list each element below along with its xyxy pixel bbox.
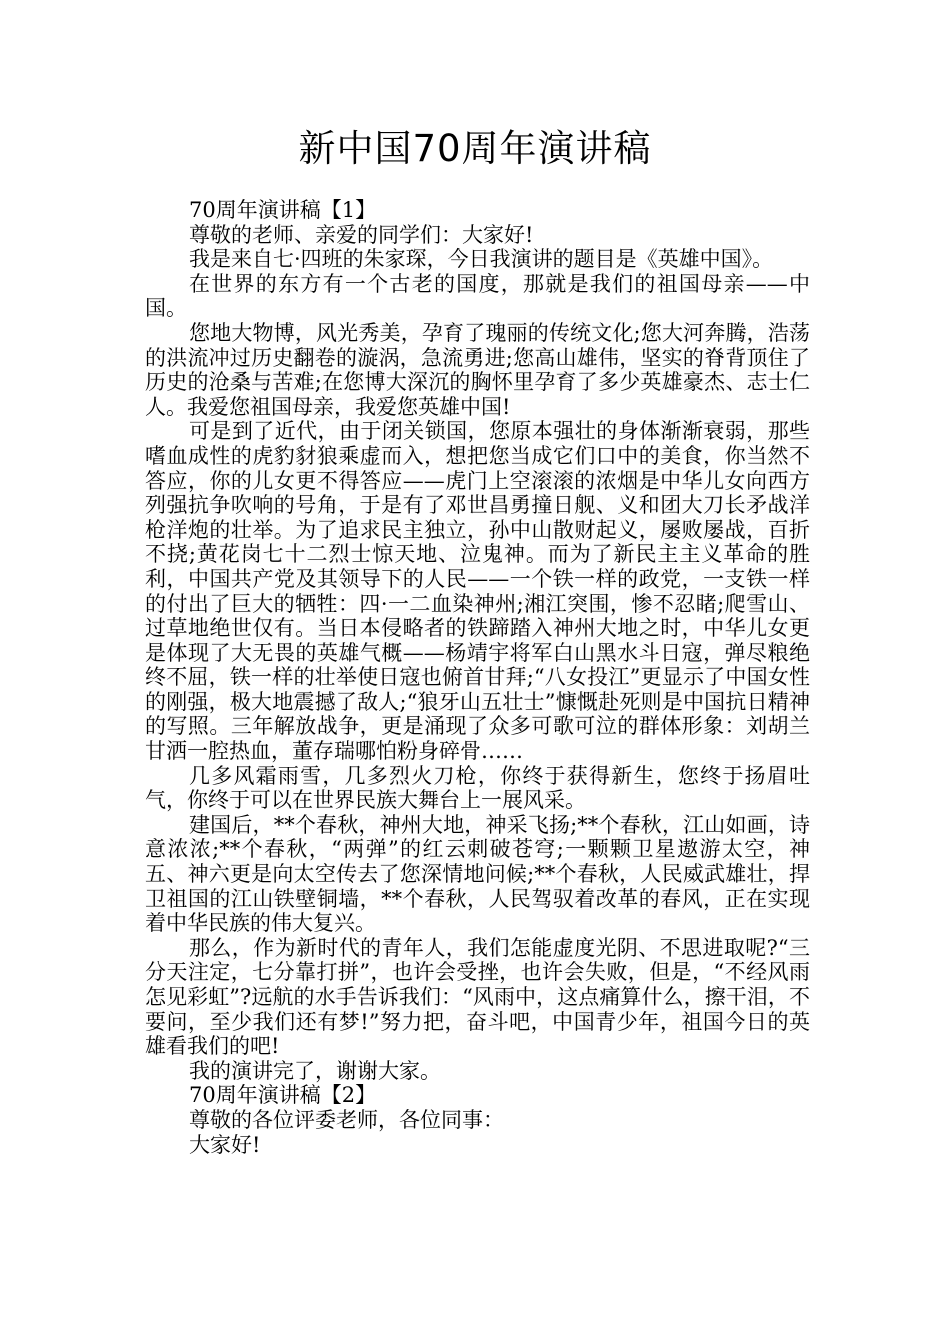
closing-paragraph: 我的演讲完了，谢谢大家。 (189, 1058, 441, 1083)
document-title: 新中国70周年演讲稿 (298, 127, 652, 170)
body-paragraph: 可是到了近代，由于闭关锁国，您原本强壮的身体渐渐衰弱，那些嗜血成性的虎豹豺狼乘虚而入，想把您当成它们口中的美食，你当然不答应，你的儿女更不得答应——虎门上空滚滚的浓烟是中华儿女向西方列强抗争吹响的号角，于是有了邓世昌勇撞日舰、义和团大刀长矛战洋枪洋炮的壮举。为了追求民主独立，孙中山散财起义，屡败屡战，百折不挠;黄花岗七十二烈士惊天地、泣鬼神。而为了新民主主义革命的胜利，中国共产党及其领导下的人民——一个铁一样的政党，一支铁一样的付出了巨大的牺牲：四·一二血染神州;湘江突围，惨不忍睹;爬雪山、过草地绝世仅有。当日本侵略者的铁蹄踏入神州大地之时，中华儿女更是体现了大无畏的英雄气概——杨靖宇将军白山黑水斗日寇，弹尽粮绝终不屈，铁一样的壮举使日寇也俯首甘拜;“八女投江”更显示了中国女性的刚强，极大地震撼了敌人;“狼牙山五壮士”慷慨赴死则是中国抗日精神的写照。三年解放战争，更是涌现了众多可歌可泣的群体形象：刘胡兰甘洒一腔热血，董存瑞哪怕粉身碎骨…… (145, 419, 810, 764)
body-paragraph: 那么，作为新时代的青年人，我们怎能虚度光阴、不思进取呢?“三分天注定，七分靠打拼”，也许会受挫，也许会失败，但是，“不经风雨怎见彩虹”?远航的水手告诉我们：“风雨中，这点痛算什么，擦干泪，不要问，至少我们还有梦!”努力把，奋斗吧，中国青少年，祖国今日的英雄看我们的吧! (145, 935, 810, 1059)
body-paragraph: 建国后，**个春秋，神州大地，神采飞扬;**个春秋，江山如画，诗意浓浓;**个春秋，“两弹”的红云刺破苍穹;一颗颗卫星遨游太空，神五、神六更是向太空传去了您深情地问候;**个春秋，人民威武雄壮，捍卫祖国的江山铁壁铜墙，**个春秋，人民驾驭着改革的春风，正在实现着中华民族的伟大复兴。 (145, 812, 810, 936)
greeting-paragraph: 尊敬的各位评委老师，各位同事： (189, 1107, 504, 1132)
body-paragraph: 在世界的东方有一个古老的国度，那就是我们的祖国母亲——中国。 (145, 271, 810, 321)
section-heading: 70周年演讲稿【1】 (189, 198, 377, 222)
body-paragraph: 我是来自七·四班的朱家琛，今日我演讲的题目是《英雄中国》。 (189, 247, 774, 272)
document-body (145, 198, 810, 1157)
section-heading: 70周年演讲稿【2】 (189, 1083, 377, 1108)
greeting-paragraph: 尊敬的老师、亲爱的同学们：大家好! (189, 222, 534, 247)
greeting-paragraph: 大家好! (189, 1132, 261, 1157)
body-paragraph: 几多风霜雨雪，几多烈火刀枪，你终于获得新生，您终于扬眉吐气，你终于可以在世界民族大舞台上一展风采。 (145, 763, 810, 813)
body-paragraph: 您地大物博，风光秀美，孕育了瑰丽的传统文化;您大河奔腾，浩荡的洪流冲过历史翻卷的漩涡，急流勇进;您高山雄伟，坚实的脊背顶住了历史的沧桑与苦难;在您博大深沉的胸怀里孕育了多少英雄豪杰、志士仁人。我爱您祖国母亲，我爱您英雄中国! (145, 320, 810, 419)
